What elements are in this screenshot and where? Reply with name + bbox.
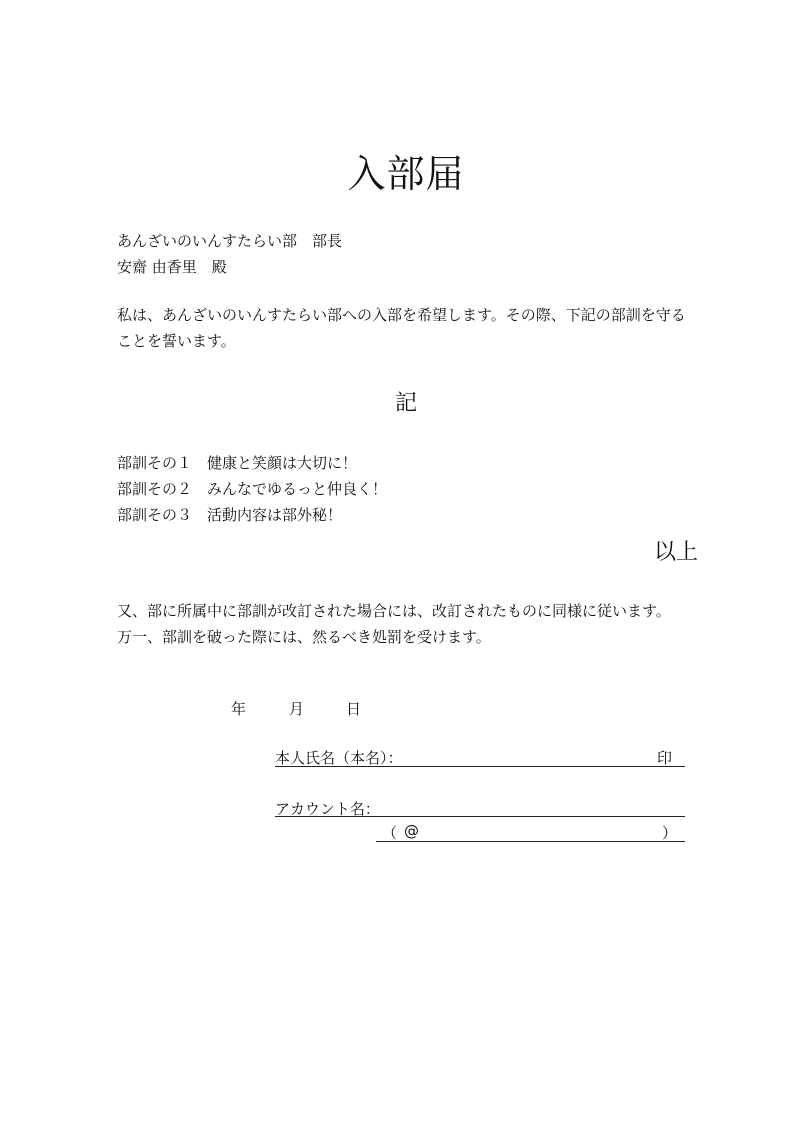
date-year-label: 年 xyxy=(231,700,247,718)
date-day-label: 日 xyxy=(346,700,362,718)
declaration-text: 私は、あんざいのいんすたらい部への入部を希望します。その際、下記の部訓を守ることを誓います。 xyxy=(117,306,686,350)
recipient-club-leader: あんざいのいんすたらい部 部長 xyxy=(117,232,343,250)
seal-mark: 印 xyxy=(657,749,673,767)
rule-item: 部訓その１ 健康と笑顔は大切に！ xyxy=(117,454,358,472)
name-field-label: 本人氏名（本名）： xyxy=(275,749,403,767)
handle-paren-open: （ xyxy=(382,824,398,842)
date-month-label: 月 xyxy=(289,700,305,718)
recipient-name: 安齋 由香里 殿 xyxy=(117,258,227,276)
name-signature-line[interactable] xyxy=(275,766,685,767)
handle-paren-close: ） xyxy=(662,824,678,842)
handle-at-sign: @ xyxy=(404,822,419,840)
penalty-text: 万一、部訓を破った際には、然るべき処罰を受けます。 xyxy=(117,628,491,646)
ijo-closing: 以上 xyxy=(654,540,699,565)
rule-item: 部訓その３ 活動内容は部外秘！ xyxy=(117,506,343,524)
account-field-label: アカウント名： xyxy=(275,800,380,818)
ki-heading: 記 xyxy=(394,391,417,416)
amendment-text: 又、部に所属中に部訓が改訂された場合には、改訂されたものに同様に従います。 xyxy=(117,602,671,620)
rule-item: 部訓その２ みんなでゆるっと仲良く！ xyxy=(117,480,388,498)
handle-signature-line[interactable] xyxy=(376,841,685,842)
document-title: 入部届 xyxy=(347,152,465,196)
account-signature-line[interactable] xyxy=(275,816,685,817)
